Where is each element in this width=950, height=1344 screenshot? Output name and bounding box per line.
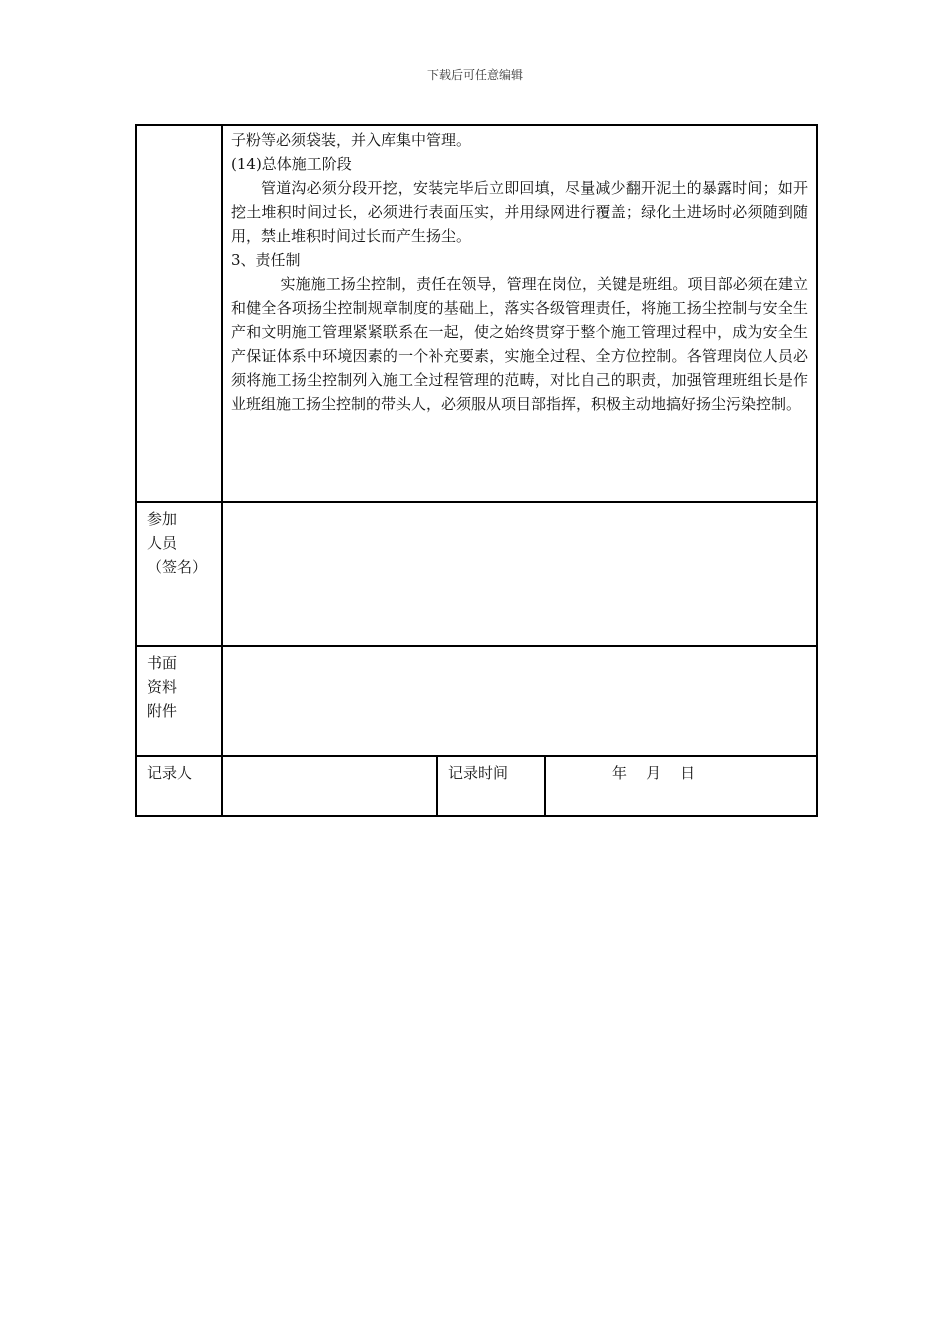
attachments-field[interactable] xyxy=(222,646,817,756)
paragraph-heading: 3、责任制 xyxy=(231,251,301,269)
participants-label: 参加 人员 （签名） xyxy=(136,502,222,646)
record-time-label: 记录时间 xyxy=(437,756,545,816)
paragraph-heading: (14)总体施工阶段 xyxy=(231,155,352,173)
record-table xyxy=(135,124,818,817)
content-cell xyxy=(222,125,817,502)
attachments-label: 书面 资料 附件 xyxy=(136,646,222,756)
paragraph: 子粉等必须袋装，并入库集中管理。 xyxy=(231,131,472,149)
page-header-note: 下载后可任意编辑 xyxy=(426,68,523,82)
recorder-field[interactable] xyxy=(222,756,437,816)
paragraph: 实施施工扬尘控制，责任在领导，管理在岗位，关键是班组。项目部必须在建立和健全各项扬尘控制规章制度的基础上，落实各级管理责任，将施工扬尘控制与安全生产和文明施工管理紧紧联系在一起，使之始终贯穿于整个施工管理过程中，成为安全生产保证体系中环境因素的一个补充要素，实施全过程、全方位控制。各管理岗位人员必须将施工扬尘控制列入施工全过程管理的范畴，对比自己的职责，加强管理班组长是作业班组施工扬尘控制的带头人，必须服从项目部指挥，积极主动地搞好扬尘污染控制。 xyxy=(231,275,809,413)
participants-signature-field[interactable] xyxy=(222,502,817,646)
attachments-row xyxy=(136,646,817,756)
recorder-label: 记录人 xyxy=(136,756,222,816)
paragraph: 管道沟必须分段开挖，安装完毕后立即回填，尽量减少翻开泥土的暴露时间；如开挖土堆积时间过长，必须进行表面压实，并用绿网进行覆盖；绿化土进场时必须随到随用，禁止堆积时间过长而产生扬尘。 xyxy=(231,179,809,245)
content-label-cell xyxy=(136,125,222,502)
record-date-field[interactable]: 年 月 日 xyxy=(545,756,817,816)
participants-row xyxy=(136,502,817,646)
content-row xyxy=(136,125,817,502)
recorder-row xyxy=(136,756,817,816)
